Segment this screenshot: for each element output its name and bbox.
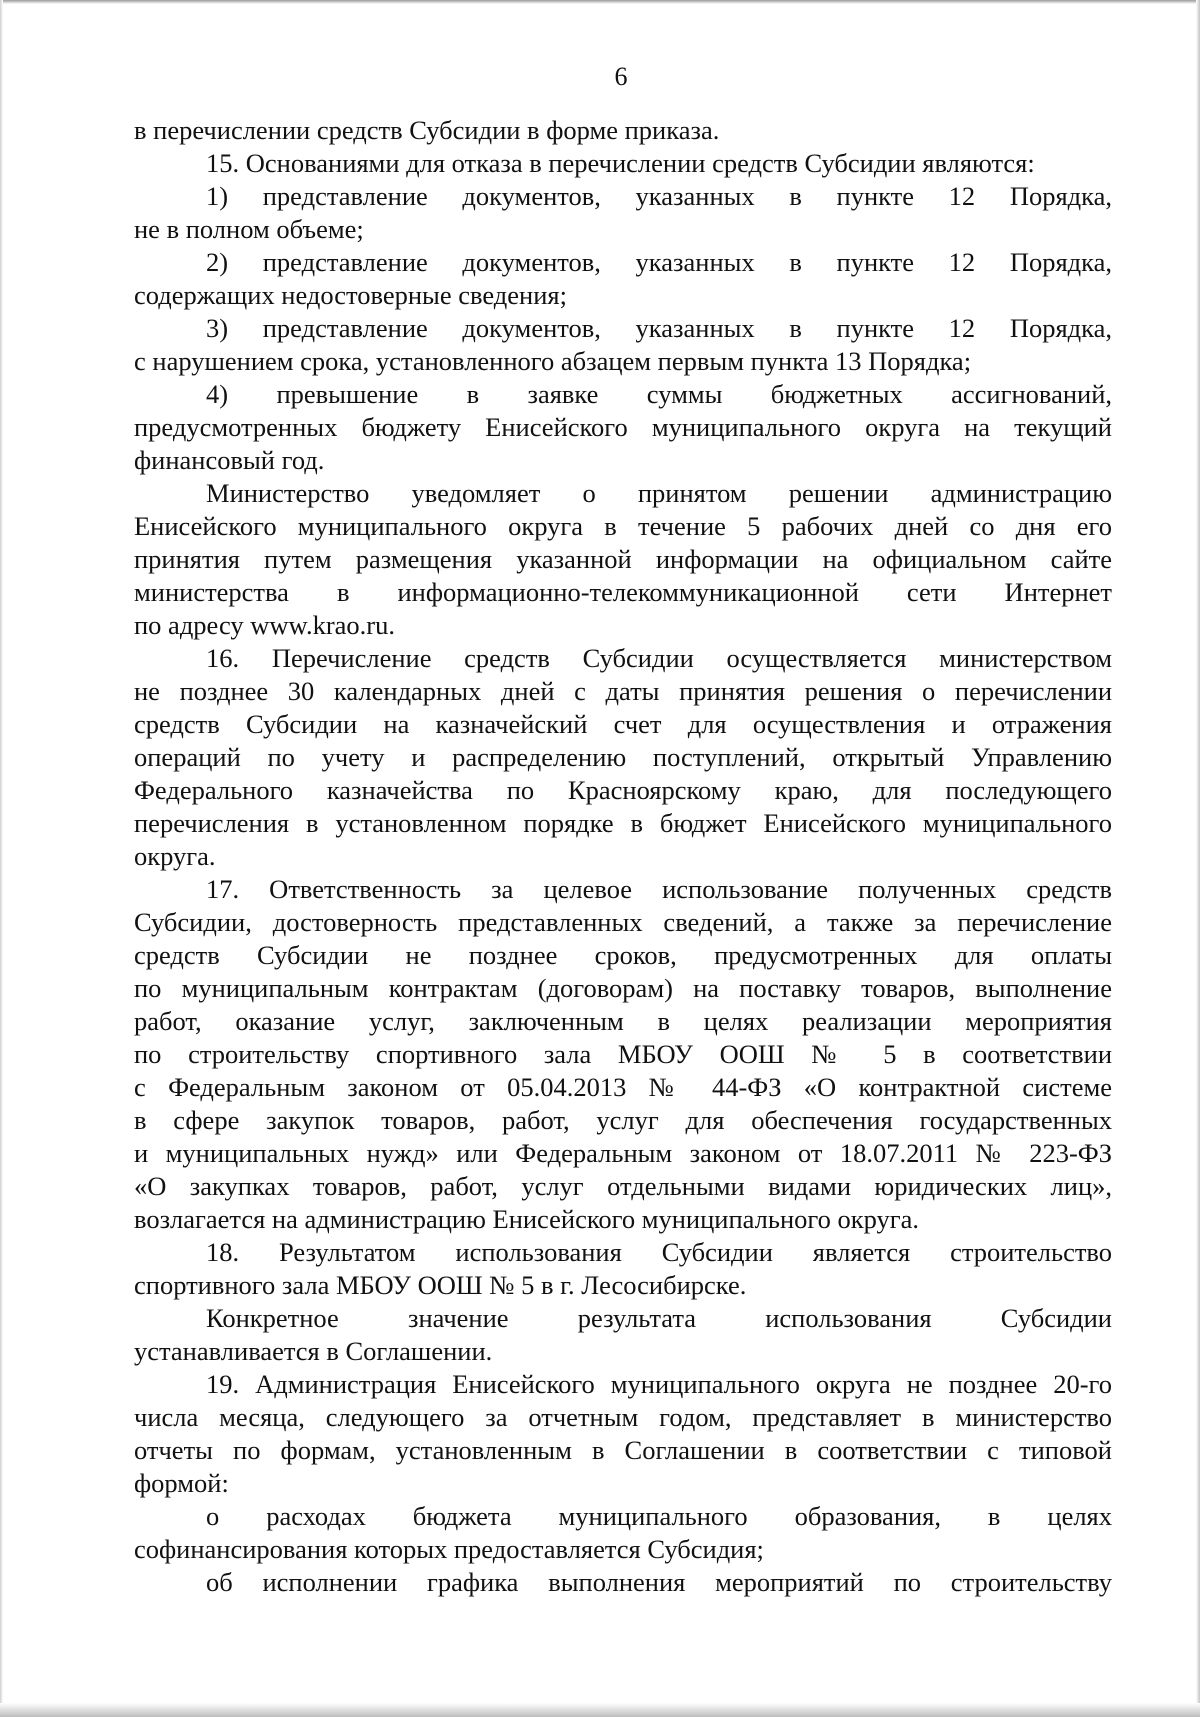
text-line: формой: (134, 1468, 229, 1498)
text-line: по адресу www.krao.ru. (134, 610, 395, 640)
page-number: 6 (614, 62, 628, 91)
text-line: перечисления в установленном порядке в бюджет Енисейского муниципального (134, 808, 1112, 838)
text-line: операций по учету и распределению поступлений, открытый Управлению (134, 742, 1112, 772)
scan-edge-left (0, 0, 3, 1717)
text-line: средств Субсидии не позднее сроков, предусмотренных для оплаты (134, 940, 1112, 970)
text-line: по муниципальным контрактам (договорам) на поставку товаров, выполнение (134, 973, 1112, 1003)
text-line: 17. Ответственность за целевое использование полученных средств (206, 874, 1112, 904)
text-line: 4) превышение в заявке суммы бюджетных ассигнований, (206, 379, 1112, 409)
text-line: об исполнении графика выполнения мероприятий по строительству (206, 1567, 1112, 1597)
text-line: в перечислении средств Субсидии в форме приказа. (134, 115, 720, 145)
text-line: 15. Основаниями для отказа в перечислении средств Субсидии являются: (206, 148, 1035, 178)
text-line: не позднее 30 календарных дней с даты принятия решения о перечислении (134, 676, 1112, 706)
scan-edge-top (0, 0, 1200, 4)
text-line: 19. Администрация Енисейского муниципального округа не позднее 20-го (206, 1369, 1112, 1399)
text-line: в сфере закупок товаров, работ, услуг для обеспечения государственных (134, 1105, 1112, 1135)
text-line: по строительству спортивного зала МБОУ ООШ № 5 в соответствии (134, 1039, 1112, 1069)
scan-edge-right (1196, 0, 1200, 1717)
text-line: Министерство уведомляет о принятом решении администрацию (206, 478, 1112, 508)
text-line: Енисейского муниципального округа в течение 5 рабочих дней со дня его (134, 511, 1112, 541)
document-body (134, 114, 1112, 1599)
text-line: 2) представление документов, указанных в пункте 12 Порядка, (206, 247, 1112, 277)
text-line: отчеты по формам, установленным в Соглашении в соответствии с типовой (134, 1435, 1112, 1465)
text-line: работ, оказание услуг, заключенным в целях реализации мероприятия (134, 1006, 1112, 1036)
text-line: числа месяца, следующего за отчетным годом, представляет в министерство (134, 1402, 1112, 1432)
text-line: с нарушением срока, установленного абзацем первым пункта 13 Порядка; (134, 346, 972, 376)
text-line: с Федеральным законом от 05.04.2013 № 44-ФЗ «О контрактной системе (134, 1072, 1112, 1102)
text-line: о расходах бюджета муниципального образования, в целях (206, 1501, 1112, 1531)
text-line: 3) представление документов, указанных в пункте 12 Порядка, (206, 313, 1112, 343)
text-line: средств Субсидии на казначейский счет для осуществления и отражения (134, 709, 1112, 739)
text-line: содержащих недостоверные сведения; (134, 280, 567, 310)
scan-edge-bottom (0, 1703, 1200, 1717)
text-line: возлагается на администрацию Енисейского муниципального округа. (134, 1204, 919, 1234)
text-line: и муниципальных нужд» или Федеральным законом от 18.07.2011 № 223-ФЗ (134, 1138, 1112, 1168)
text-line: 18. Результатом использования Субсидии является строительство (206, 1237, 1112, 1267)
text-line: финансовый год. (134, 445, 325, 475)
text-line: Конкретное значение результата использования Субсидии (206, 1303, 1112, 1333)
text-line: устанавливается в Соглашении. (134, 1336, 493, 1366)
text-line: не в полном объеме; (134, 214, 364, 244)
text-line: Федерального казначейства по Красноярскому краю, для последующего (134, 775, 1112, 805)
text-line: министерства в информационно-телекоммуникационной сети Интернет (134, 577, 1112, 607)
text-line: Субсидии, достоверность представленных сведений, а также за перечисление (134, 907, 1112, 937)
text-line: софинансирования которых предоставляется Субсидия; (134, 1534, 764, 1564)
text-line: 16. Перечисление средств Субсидии осуществляется министерством (206, 643, 1112, 673)
text-line: спортивного зала МБОУ ООШ № 5 в г. Лесосибирске. (134, 1270, 747, 1300)
text-line: 1) представление документов, указанных в пункте 12 Порядка, (206, 181, 1112, 211)
text-line: округа. (134, 841, 216, 871)
text-line: предусмотренных бюджету Енисейского муниципального округа на текущий (134, 412, 1112, 442)
text-line: «О закупках товаров, работ, услуг отдельными видами юридических лиц», (134, 1171, 1112, 1201)
text-line: принятия путем размещения указанной информации на официальном сайте (134, 544, 1112, 574)
